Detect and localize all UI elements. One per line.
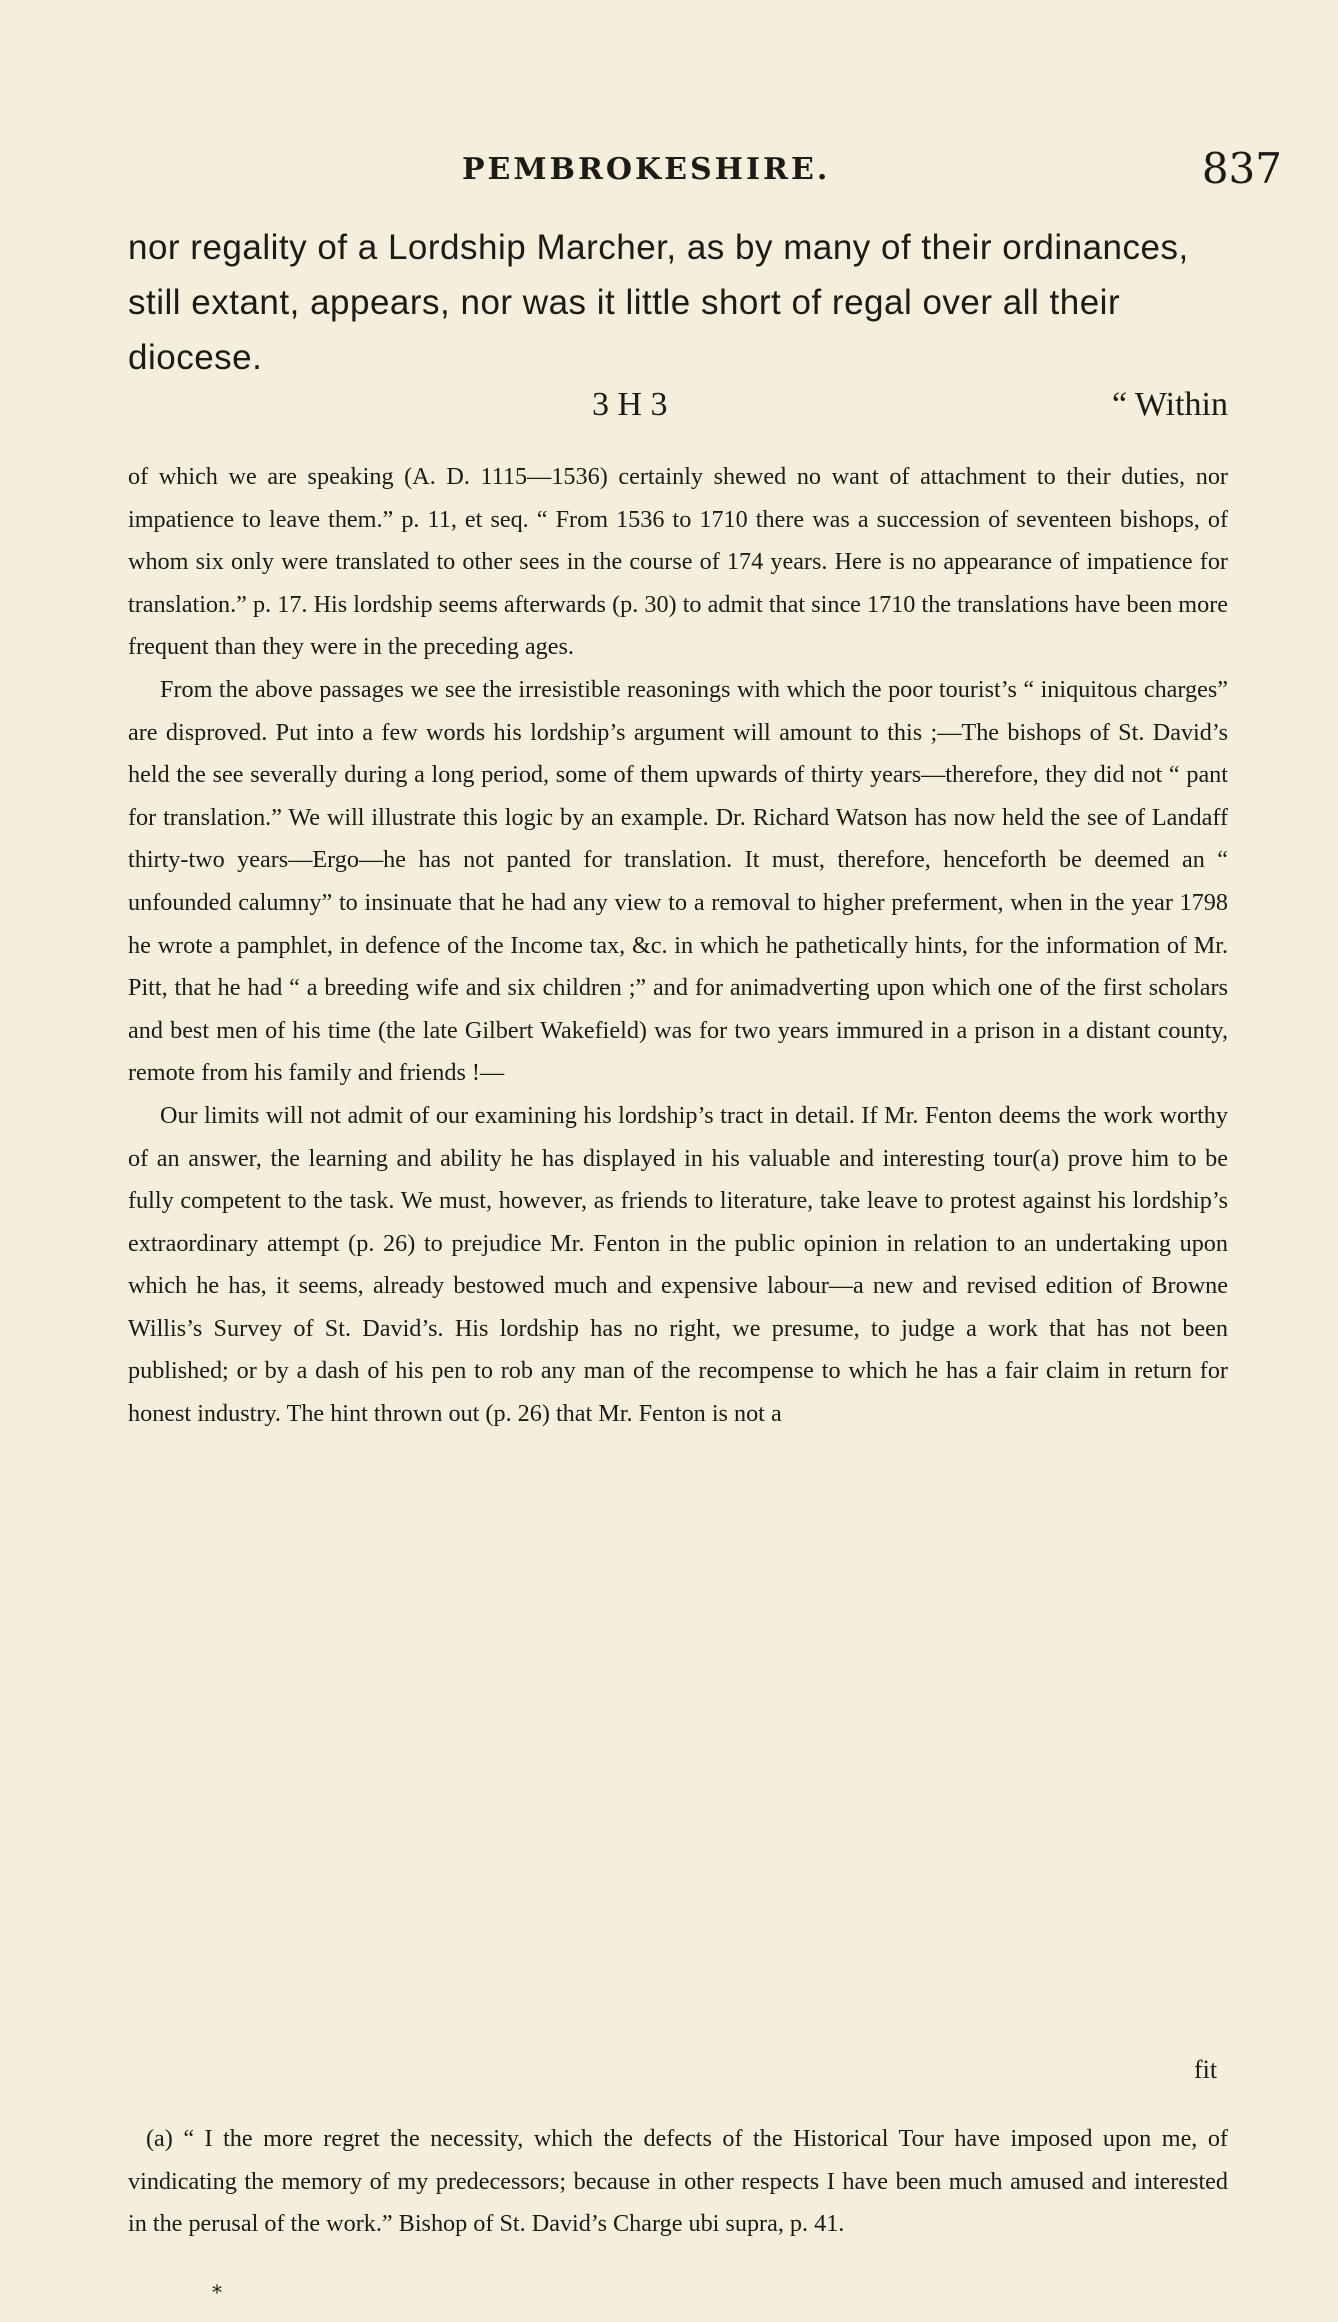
large-type-text: nor regality of a Lordship Marcher, as by many of their ordinances, still extant, appears, nor was it little short of regal over all their diocese.	[128, 228, 1189, 377]
paragraph-2: From the above passages we see the irresistible reasonings with which the poor tourist’s “ iniquitous charges” are disproved. Put into a few words his lordship’s argument will amount to this ;—The bishops of St. David’s held the see severally during a long period, some of them upwards of thirty years—therefore, they did not “ pant for translation.” We will illustrate this logic by an example. Dr. Richard Watson has now held the see of Landaff thirty-two years—Ergo—he has not panted for translation. It must, therefore, henceforth be deemed an “ unfounded calumny” to insinuate that he had any view to a removal to higher preferment, when in the year 1798 he wrote a pamphlet, in defence of the Income tax, &c. in which he pathetically hints, for the information of Mr. Pitt, that he had “ a breeding wife and six children ;” and for animadverting upon which one of the first scholars and best men of his time (the late Gilbert Wakefield) was for two years immured in a prison in a distant county, remote from his family and friends !—	[128, 675, 1228, 1087]
page-header	[462, 140, 1282, 200]
running-title: PEMBROKESHIRE.	[462, 152, 831, 187]
footnote	[128, 2118, 1228, 2246]
catchword: fit	[1194, 2055, 1218, 2084]
signature-line	[128, 386, 1228, 438]
main-text	[128, 456, 1228, 1436]
paragraph-1: of which we are speaking (A. D. 1115—1536) certainly shewed no want of attachment to their duties, nor impatience to leave them.” p. 11, et seq. “ From 1536 to 1710 there was a succession of seventeen bishops, of whom six only were translated to other sees in the course of 174 years. Here is no appearance of impatience for translation.” p. 17. His lordship seems afterwards (p. 30) to admit that since 1710 the translations have been more frequent than they were in the preceding ages.	[128, 463, 1228, 661]
paragraph-3: Our limits will not admit of our examining his lordship’s tract in detail. If Mr. Fenton deems the work worthy of an answer, the learning and ability he has displayed in his valuable and interesting tour(a) prove him to be fully competent to the task. We must, however, as friends to literature, take leave to protest against his lordship’s extraordinary attempt (p. 26) to prejudice Mr. Fenton in the public opinion in relation to an undertaking upon which he has, it seems, already bestowed much and expensive labour—a new and revised edition of Browne Willis’s Survey of St. David’s. His lordship has no right, we presume, to judge a work that has not been published; or by a dash of his pen to rob any man of the recompense to which he has a fair claim in return for honest industry. The hint thrown out (p. 26) that Mr. Fenton is not a	[128, 1101, 1228, 1428]
page-number: 837	[1201, 144, 1282, 193]
large-type-passage	[128, 220, 1228, 385]
ink-speck: *	[212, 2280, 222, 2304]
signature-catchword: “ Within	[1111, 386, 1228, 423]
footnote-text: (a) “ I the more regret the necessity, which the defects of the Historical Tour have imposed upon me, of vindicating the memory of my predecessors; because in other respects I have been much amused and interested in the perusal of the work.” Bishop of St. David’s Charge ubi supra, p. 41.	[128, 2125, 1228, 2238]
signature-mark: 3 H 3	[592, 386, 668, 423]
